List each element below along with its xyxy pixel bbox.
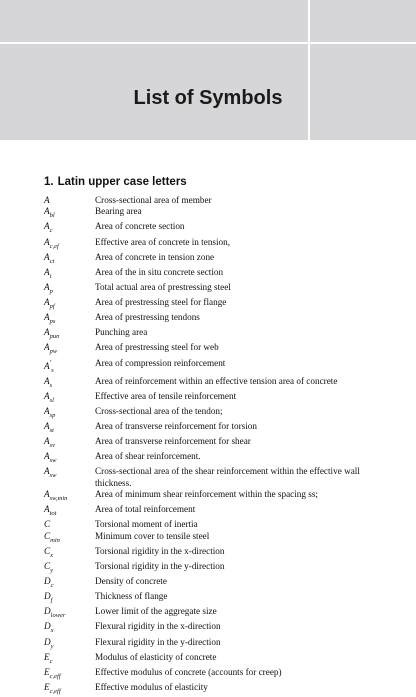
- symbol-description: Total actual area of prestressing steel: [95, 281, 231, 292]
- symbol-row: [44, 576, 384, 591]
- symbol-description: Flexural rigidity in the y-direction: [95, 636, 221, 647]
- symbol-description: Modulus of elasticity of concrete: [95, 651, 217, 662]
- symbol-notation: $A_{sp}$: [44, 405, 56, 419]
- symbol-row: [44, 621, 384, 636]
- symbol-row: [44, 531, 384, 546]
- header-band: [0, 0, 416, 140]
- symbol-description: Area of shear reinforcement.: [95, 451, 201, 462]
- symbol-description: Area of reinforcement within an effective tension area of concrete: [95, 375, 338, 386]
- symbol-description: Punching area: [95, 327, 148, 338]
- symbol-notation: $A_{tot}$: [44, 504, 57, 518]
- symbol-row: [44, 652, 384, 667]
- symbol-description: Torsional rigidity in the y-direction: [95, 560, 225, 571]
- symbol-row: [44, 591, 384, 606]
- symbol-row: [44, 376, 384, 391]
- symbol-notation: $A_{ps}$: [44, 312, 56, 325]
- symbol-notation: $A_{pf}$: [44, 297, 55, 310]
- symbol-notation: A: [44, 195, 50, 205]
- symbol-description: Effective area of tensile reinforcement: [95, 390, 237, 401]
- symbol-notation: $A'_s$: [44, 358, 54, 374]
- symbol-row: [44, 406, 384, 421]
- symbol-row: [44, 327, 384, 342]
- symbol-row: [44, 297, 384, 312]
- symbol-row: [44, 342, 384, 357]
- symbol-description: Effective modulus of concrete (accounts for creep): [95, 666, 282, 677]
- symbol-description: Effective modulus of elasticity: [95, 681, 208, 692]
- symbol-description: Bearing area: [95, 206, 142, 217]
- symbol-description: Effective area of concrete in tension,: [95, 236, 231, 247]
- section-number: 1.: [44, 176, 54, 188]
- symbol-row: [44, 436, 384, 451]
- symbol-row: [44, 637, 384, 652]
- symbol-notation: C: [44, 519, 51, 530]
- symbol-notation: $E_c$: [44, 651, 53, 665]
- symbol-notation: $A_{c,ef}$: [44, 236, 59, 250]
- symbol-notation: $A_c$: [44, 221, 53, 235]
- symbol-notation: $A_{ct}$: [44, 251, 55, 265]
- symbol-description: Cross-sectional area of the shear reinforcement within the effective wall thickness.: [95, 466, 384, 489]
- symbol-row: [44, 195, 384, 206]
- symbol-description: Area of total reinforcement: [95, 504, 196, 515]
- symbol-notation: $A_{sw}$: [44, 451, 57, 465]
- symbol-notation: $A_i$: [44, 266, 52, 280]
- symbol-description: Area of the in situ concrete section: [95, 266, 224, 277]
- symbol-description: Flexural rigidity in the x-direction: [95, 621, 221, 632]
- symbol-row: [44, 667, 384, 682]
- header-rule: [0, 42, 416, 44]
- symbol-notation: $D_f$: [44, 591, 53, 604]
- symbol-row: [44, 358, 384, 376]
- symbol-description: Lower limit of the aggregate size: [95, 606, 217, 617]
- symbol-row: [44, 282, 384, 297]
- symbol-row: [44, 237, 384, 252]
- symbol-row: [44, 561, 384, 576]
- symbol-description: Area of compression reinforcement: [95, 357, 226, 368]
- symbol-row: [44, 606, 384, 621]
- page-title: List of Symbols: [133, 87, 283, 109]
- symbol-notation: $C_y$: [44, 560, 54, 574]
- symbol-row: [44, 312, 384, 327]
- symbol-row: [44, 451, 384, 466]
- symbol-description: Torsional rigidity in the x-direction: [95, 545, 225, 556]
- symbol-notation: $C_x$: [44, 545, 54, 559]
- symbol-description-continued: thickness.: [95, 477, 132, 488]
- symbol-list: [44, 195, 384, 697]
- symbol-description: Thickness of flange: [95, 591, 168, 602]
- symbol-row: [44, 221, 384, 236]
- symbol-row: [44, 682, 384, 697]
- symbol-description: Cross-sectional area of the tendon;: [95, 405, 223, 416]
- header-divider: [308, 0, 310, 140]
- symbol-row: [44, 267, 384, 282]
- symbol-description: Area of prestressing steel for web: [95, 342, 219, 353]
- symbol-description: Area of transverse reinforcement for shear: [95, 436, 251, 447]
- symbol-notation: $A_{sv}$: [44, 436, 56, 450]
- symbol-notation: $A_{pun}$: [44, 327, 60, 341]
- section-title: Latin upper case letters: [57, 176, 187, 188]
- symbol-row: [44, 546, 384, 561]
- symbol-row: [44, 466, 384, 489]
- symbol-description: Minimum cover to tensile steel: [95, 530, 210, 541]
- symbol-row: [44, 489, 384, 504]
- symbol-notation: $D_x$: [44, 621, 54, 635]
- section-heading: [44, 176, 191, 188]
- symbol-description: Area of prestressing tendons: [95, 312, 200, 323]
- symbol-row: [44, 391, 384, 406]
- symbol-description: Density of concrete: [95, 576, 167, 586]
- symbol-notation: $C_{min}$: [44, 530, 60, 544]
- symbol-description: Torsional moment of inertia: [95, 519, 198, 530]
- symbol-row: [44, 504, 384, 519]
- symbol-notation: $A_{sl}$: [44, 390, 54, 404]
- symbol-row: [44, 421, 384, 436]
- symbol-notation: $D_{lower}$: [44, 606, 66, 620]
- symbol-description: Cross-sectional area of member: [95, 195, 212, 205]
- symbol-notation: $D_y$: [44, 636, 54, 650]
- symbol-row: [44, 206, 384, 221]
- symbol-notation: $A_{st}$: [44, 421, 54, 434]
- symbol-notation: $A_{bl}$: [44, 206, 55, 220]
- symbol-description: Area of concrete section: [95, 221, 185, 232]
- symbol-notation: $A_s$: [44, 375, 53, 389]
- symbol-notation: $D_c$: [44, 576, 54, 589]
- symbol-notation: $E_{c,eff}$: [44, 681, 61, 695]
- symbol-notation: $E_{c,eff}$: [44, 666, 61, 680]
- symbol-description: Area of prestressing steel for flange: [95, 297, 227, 308]
- symbol-description: Area of minimum shear reinforcement within the spacing ss;: [95, 489, 318, 500]
- symbol-description: Area of concrete in tension zone: [95, 251, 215, 262]
- symbol-notation: $A_{sw}$: [44, 466, 57, 480]
- symbol-notation: $A_p$: [44, 281, 53, 295]
- symbol-row: [44, 252, 384, 267]
- symbol-notation: $A_{pw}$: [44, 342, 58, 356]
- symbol-description: Area of transverse reinforcement for torsion: [95, 421, 257, 432]
- symbol-notation: $A_{sw,min}$: [44, 489, 68, 502]
- symbol-row: [44, 519, 384, 530]
